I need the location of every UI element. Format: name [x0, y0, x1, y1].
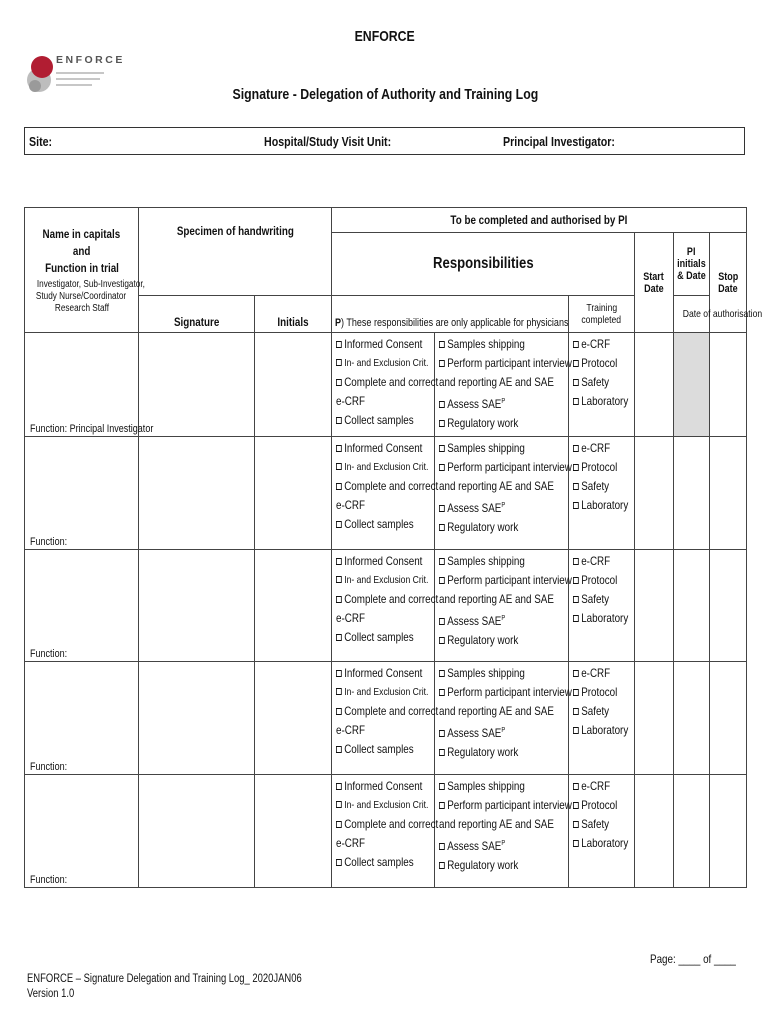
responsibilities-a: Informed Consent In- and Exclusion Crit. Complete and correct e-CRF Collect samples	[332, 333, 435, 437]
checkbox[interactable]	[439, 843, 445, 850]
checkbox[interactable]	[573, 783, 579, 790]
document-title: ENFORCE	[354, 28, 416, 45]
checkbox[interactable]	[336, 521, 342, 528]
checkbox[interactable]	[573, 464, 579, 471]
page-counter: Page: ____ of ____	[650, 952, 736, 966]
checkbox[interactable]	[439, 401, 445, 408]
checkbox[interactable]	[336, 859, 342, 866]
start-date-cell[interactable]	[635, 775, 674, 888]
checkbox[interactable]	[573, 802, 579, 809]
checkbox[interactable]	[573, 596, 579, 603]
stop-date-cell[interactable]	[710, 550, 747, 662]
name-header-cell: Name in capitals and Function in trial Investigator, Sub-Investigator, Study Nurse/Coordinator Research Staff	[25, 208, 139, 333]
table-row	[25, 437, 747, 550]
physician-note: P) These responsibilities are only applicable for physicians	[332, 296, 569, 333]
checkbox[interactable]	[439, 749, 445, 756]
stop-date-cell[interactable]	[710, 333, 747, 437]
checkbox[interactable]	[573, 689, 579, 696]
checkbox[interactable]	[439, 420, 445, 427]
checkbox[interactable]	[439, 360, 445, 367]
checkbox[interactable]	[439, 445, 445, 452]
table-row	[25, 775, 747, 888]
start-date-header: Start Date	[635, 233, 674, 333]
initials-cell[interactable]	[255, 662, 332, 775]
checkbox[interactable]	[336, 670, 342, 677]
checkbox[interactable]	[439, 689, 445, 696]
logo-wordmark: ENFORCE	[56, 54, 125, 66]
date-of-authorisation-header: Date of authorisation	[674, 296, 747, 333]
checkbox[interactable]	[573, 670, 579, 677]
signature-cell[interactable]	[139, 333, 255, 437]
responsibilities-a: Informed Consent In- and Exclusion Crit. Complete and correct e-CRF Collect samples	[332, 775, 435, 888]
pi-header: To be completed and authorised by PI	[332, 208, 747, 233]
checkbox[interactable]	[336, 379, 342, 386]
checkbox[interactable]	[336, 359, 342, 366]
initials-cell[interactable]	[255, 437, 332, 550]
checkbox[interactable]	[573, 360, 579, 367]
responsibilities-header: Responsibilities	[332, 233, 635, 296]
checkbox[interactable]	[573, 341, 579, 348]
checkbox[interactable]	[439, 464, 445, 471]
checkbox[interactable]	[573, 558, 579, 565]
checkbox[interactable]	[573, 727, 579, 734]
training-cell: e-CRF Protocol Safety Laboratory	[569, 437, 635, 550]
pi-initials-cell[interactable]	[674, 437, 710, 550]
stop-date-cell[interactable]	[710, 775, 747, 888]
specimen-header: Specimen of handwriting	[139, 208, 332, 296]
checkbox[interactable]	[336, 576, 342, 583]
checkbox[interactable]	[336, 821, 342, 828]
training-cell: e-CRF Protocol Safety Laboratory	[569, 550, 635, 662]
signature-header: Signature	[139, 296, 255, 333]
signature-cell[interactable]	[139, 550, 255, 662]
responsibilities-b: Samples shipping Perform participant interview and reporting AE and SAE Assess $SAE^P$ Regulatory work	[435, 662, 569, 775]
pi-initials-cell[interactable]	[674, 662, 710, 775]
checkbox[interactable]	[439, 524, 445, 531]
responsibilities-a: Informed Consent In- and Exclusion Crit. Complete and correct e-CRF Collect samples	[332, 437, 435, 550]
checkbox[interactable]	[439, 802, 445, 809]
checkbox[interactable]	[439, 862, 445, 869]
name-cell[interactable]: Function:	[25, 437, 139, 550]
initials-cell[interactable]	[255, 550, 332, 662]
initials-cell[interactable]	[255, 775, 332, 888]
checkbox[interactable]	[573, 708, 579, 715]
initials-cell[interactable]	[255, 333, 332, 437]
responsibilities-b: Samples shipping Perform participant interview and reporting AE and SAE Assess $SAE^P$ Regulatory work	[435, 333, 569, 437]
responsibilities-a: Informed Consent In- and Exclusion Crit. Complete and correct e-CRF Collect samples	[332, 550, 435, 662]
start-date-cell[interactable]	[635, 550, 674, 662]
checkbox[interactable]	[336, 417, 342, 424]
version-label: Version 1.0	[27, 988, 75, 1000]
checkbox[interactable]	[336, 708, 342, 715]
signature-cell[interactable]	[139, 437, 255, 550]
responsibilities-a: Informed Consent In- and Exclusion Crit. Complete and correct e-CRF Collect samples	[332, 662, 435, 775]
pi-initials-cell[interactable]	[674, 775, 710, 888]
checkbox[interactable]	[336, 341, 342, 348]
table-row	[25, 550, 747, 662]
checkbox[interactable]	[573, 577, 579, 584]
training-cell: e-CRF Protocol Safety Laboratory	[569, 775, 635, 888]
checkbox[interactable]	[439, 637, 445, 644]
checkbox[interactable]	[573, 615, 579, 622]
training-cell: e-CRF Protocol Safety Laboratory	[569, 662, 635, 775]
start-date-cell[interactable]	[635, 662, 674, 775]
responsibilities-b: Samples shipping Perform participant interview and reporting AE and SAE Assess $SAE^P$ Regulatory work	[435, 775, 569, 888]
name-cell[interactable]: Function:	[25, 775, 139, 888]
initials-header: Initials	[255, 296, 332, 333]
checkbox[interactable]	[573, 445, 579, 452]
checkbox[interactable]	[336, 558, 342, 565]
unit-label: Hospital/Study Visit Unit:	[264, 134, 392, 149]
pi-initials-cell[interactable]	[674, 550, 710, 662]
checkbox[interactable]	[336, 634, 342, 641]
table-row	[25, 333, 747, 437]
checkbox[interactable]	[336, 463, 342, 470]
checkbox[interactable]	[336, 746, 342, 753]
checkbox[interactable]	[573, 379, 579, 386]
name-cell[interactable]: Function:	[25, 550, 139, 662]
start-date-cell[interactable]	[635, 333, 674, 437]
checkbox[interactable]	[573, 821, 579, 828]
training-cell: e-CRF Protocol Safety Laboratory	[569, 333, 635, 437]
checkbox[interactable]	[439, 577, 445, 584]
pi-initials-cell	[674, 333, 710, 437]
pi-initials-header: PI initials & Date	[674, 233, 710, 296]
checkbox[interactable]	[439, 783, 445, 790]
responsibilities-b: Samples shipping Perform participant interview and reporting AE and SAE Assess $SAE^P$ Regulatory work	[435, 550, 569, 662]
checkbox[interactable]	[439, 341, 445, 348]
name-cell[interactable]: Function:	[25, 662, 139, 775]
checkbox[interactable]	[573, 502, 579, 509]
checkbox[interactable]	[573, 840, 579, 847]
checkbox[interactable]	[336, 801, 342, 808]
pi-label: Principal Investigator:	[503, 134, 615, 149]
table-row	[25, 662, 747, 775]
site-label: Site:	[29, 134, 53, 149]
site-bar	[24, 127, 745, 155]
checkbox[interactable]	[439, 618, 445, 625]
checkbox[interactable]	[336, 688, 342, 695]
stop-date-cell[interactable]	[710, 662, 747, 775]
checkbox[interactable]	[336, 483, 342, 490]
signature-cell[interactable]	[139, 662, 255, 775]
stop-date-header: Stop Date	[710, 233, 747, 333]
checkbox[interactable]	[439, 558, 445, 565]
checkbox[interactable]	[439, 670, 445, 677]
checkbox[interactable]	[573, 483, 579, 490]
delegation-table	[24, 207, 763, 888]
start-date-cell[interactable]	[635, 437, 674, 550]
checkbox[interactable]	[439, 505, 445, 512]
footer-doc-ref: ENFORCE – Signature Delegation and Training Log_ 2020JAN06 Version 1.0	[27, 973, 302, 1000]
checkbox[interactable]	[439, 730, 445, 737]
training-completed-header: Training completed	[569, 296, 635, 333]
checkbox[interactable]	[336, 445, 342, 452]
responsibilities-b: Samples shipping Perform participant interview and reporting AE and SAE Assess $SAE^P$ Regulatory work	[435, 437, 569, 550]
stop-date-cell[interactable]	[710, 437, 747, 550]
log-title: Signature - Delegation of Authority and Training Log	[232, 86, 538, 103]
name-cell[interactable]: Function: Principal Investigator	[25, 333, 139, 437]
checkbox[interactable]	[336, 596, 342, 603]
checkbox[interactable]	[573, 398, 579, 405]
checkbox[interactable]	[336, 783, 342, 790]
signature-cell[interactable]	[139, 775, 255, 888]
